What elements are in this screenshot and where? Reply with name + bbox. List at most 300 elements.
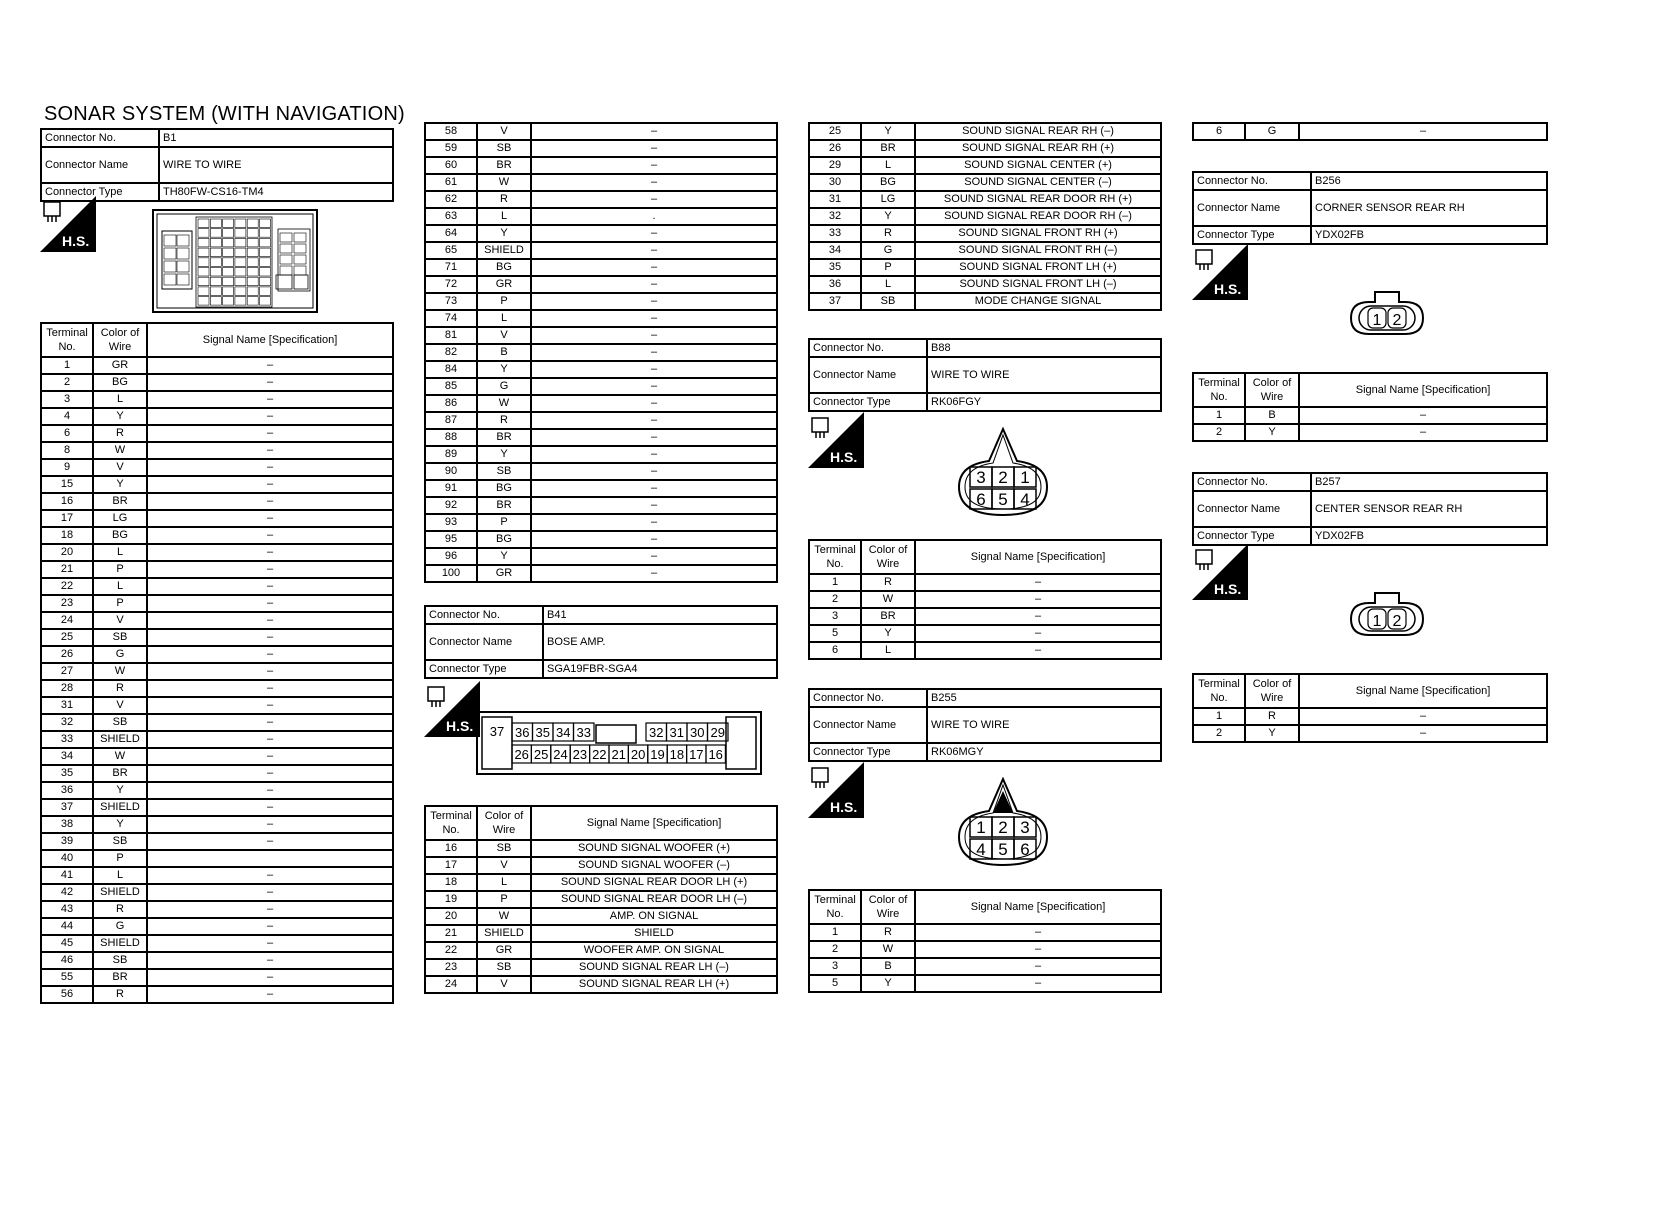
wire-color-cell: Y <box>477 446 531 463</box>
pin-label: 4 <box>1020 490 1030 509</box>
connector-no-value: B1 <box>159 129 393 147</box>
label-connector-name: Connector Name <box>1193 190 1311 226</box>
signal-name-cell: – <box>147 561 393 578</box>
table-row <box>809 242 1161 259</box>
table-row <box>41 493 393 510</box>
connector-no-value: B255 <box>927 689 1161 707</box>
connector-b255-terminal-table-continued <box>1192 122 1548 141</box>
terminal-no-cell: 88 <box>425 429 477 446</box>
hs-label: H.S. <box>62 233 90 249</box>
terminal-no-cell: 15 <box>41 476 93 493</box>
label-connector-no: Connector No. <box>1193 473 1311 491</box>
wire-color-cell: P <box>861 259 915 276</box>
signal-name-cell: – <box>915 642 1161 659</box>
wire-color-cell: W <box>861 941 915 958</box>
terminal-no-cell: 95 <box>425 531 477 548</box>
wire-color-cell: W <box>93 663 147 680</box>
table-row <box>809 123 1161 140</box>
signal-name-cell: – <box>147 425 393 442</box>
signal-name-cell: – <box>147 680 393 697</box>
terminal-no-cell: 24 <box>41 612 93 629</box>
signal-name-cell: – <box>531 565 777 582</box>
label-connector-name: Connector Name <box>41 147 159 183</box>
wire-color-cell: G <box>477 378 531 395</box>
signal-name-cell: – <box>531 157 777 174</box>
terminal-no-cell: 25 <box>809 123 861 140</box>
table-row <box>41 680 393 697</box>
wire-color-cell: W <box>861 591 915 608</box>
signal-name-cell: – <box>531 191 777 208</box>
table-row <box>41 646 393 663</box>
signal-name-cell: – <box>531 395 777 412</box>
terminal-no-cell: 46 <box>41 952 93 969</box>
table-row <box>425 840 777 857</box>
connector-type-value: YDX02FB <box>1311 527 1547 545</box>
pin-label: 2 <box>1392 312 1402 329</box>
table-row <box>425 191 777 208</box>
wire-color-cell: L <box>93 391 147 408</box>
terminal-no-cell: 18 <box>425 874 477 891</box>
header-terminal-no: Terminal No. <box>41 323 93 357</box>
terminal-no-cell: 73 <box>425 293 477 310</box>
signal-name-cell: MODE CHANGE SIGNAL <box>915 293 1161 310</box>
signal-name-cell: – <box>147 527 393 544</box>
signal-name-cell: – <box>147 867 393 884</box>
wire-color-cell: V <box>477 327 531 344</box>
connector-type-value: SGA19FBR-SGA4 <box>543 660 777 678</box>
wire-color-cell: P <box>93 561 147 578</box>
wire-color-cell: R <box>861 225 915 242</box>
table-row <box>809 625 1161 642</box>
table-row <box>41 782 393 799</box>
table-row <box>1193 708 1547 725</box>
signal-name-cell: – <box>147 476 393 493</box>
table-row <box>425 293 777 310</box>
wire-color-cell: W <box>93 442 147 459</box>
terminal-no-cell: 33 <box>809 225 861 242</box>
table-row <box>425 276 777 293</box>
connector-type-value: RK06MGY <box>927 743 1161 761</box>
terminal-no-cell: 35 <box>41 765 93 782</box>
terminal-no-cell: 89 <box>425 446 477 463</box>
connector-b88-face-diagram <box>953 427 1053 521</box>
terminal-no-cell: 32 <box>809 208 861 225</box>
signal-name-cell: SOUND SIGNAL REAR DOOR RH (–) <box>915 208 1161 225</box>
pin-label: 22 <box>592 747 607 762</box>
terminal-no-cell: 2 <box>1193 424 1245 441</box>
terminal-no-cell: 56 <box>41 986 93 1003</box>
hs-badge-icon <box>40 196 96 252</box>
connector-b41-terminal-table-continued <box>808 122 1162 311</box>
terminal-no-cell: 71 <box>425 259 477 276</box>
wire-color-cell: Y <box>1245 725 1299 742</box>
table-row <box>41 765 393 782</box>
table-row <box>425 874 777 891</box>
table-row <box>41 425 393 442</box>
table-row <box>809 225 1161 242</box>
pin-label: 6 <box>1020 840 1030 859</box>
connector-b255-terminal-table <box>808 889 1162 993</box>
wire-color-cell: BR <box>477 497 531 514</box>
wire-color-cell: SB <box>477 840 531 857</box>
pin-label: 24 <box>553 747 568 762</box>
terminal-no-cell: 24 <box>425 976 477 993</box>
hs-badge-icon <box>1192 244 1248 300</box>
wire-color-cell: R <box>477 191 531 208</box>
signal-name-cell: – <box>147 799 393 816</box>
wire-color-cell: SB <box>477 140 531 157</box>
terminal-no-cell: 93 <box>425 514 477 531</box>
terminal-no-cell: 6 <box>809 642 861 659</box>
signal-name-cell: – <box>531 378 777 395</box>
connector-no-value: B257 <box>1311 473 1547 491</box>
table-row <box>1193 407 1547 424</box>
wire-color-cell: R <box>93 986 147 1003</box>
wire-color-cell: SB <box>477 463 531 480</box>
terminal-no-cell: 96 <box>425 548 477 565</box>
signal-name-cell: – <box>531 310 777 327</box>
wire-color-cell: W <box>477 908 531 925</box>
signal-name-cell: – <box>147 612 393 629</box>
table-row <box>809 276 1161 293</box>
terminal-no-cell: 39 <box>41 833 93 850</box>
table-row <box>425 395 777 412</box>
wire-color-cell: V <box>477 976 531 993</box>
signal-name-cell: – <box>147 595 393 612</box>
connector-b41-terminal-table <box>424 805 778 994</box>
table-row <box>425 891 777 908</box>
wire-color-cell: SB <box>93 952 147 969</box>
pin-label: 21 <box>611 747 626 762</box>
table-row <box>425 140 777 157</box>
signal-name-cell: – <box>147 935 393 952</box>
hs-badge-icon <box>808 412 864 468</box>
pin-label: 3 <box>1020 818 1030 837</box>
terminal-no-cell: 26 <box>41 646 93 663</box>
table-row <box>41 867 393 884</box>
signal-name-cell: – <box>531 140 777 157</box>
terminal-no-cell: 4 <box>41 408 93 425</box>
terminal-no-cell: 43 <box>41 901 93 918</box>
table-row <box>425 925 777 942</box>
table-row <box>809 157 1161 174</box>
terminal-no-cell: 36 <box>41 782 93 799</box>
table-row <box>425 225 777 242</box>
table-row <box>1193 424 1547 441</box>
table-row <box>809 208 1161 225</box>
wire-color-cell: L <box>477 208 531 225</box>
terminal-no-cell: 100 <box>425 565 477 582</box>
table-row <box>425 514 777 531</box>
table-row <box>425 174 777 191</box>
table-row <box>809 591 1161 608</box>
signal-name-cell: – <box>531 361 777 378</box>
terminal-no-cell: 36 <box>809 276 861 293</box>
signal-name-cell: SOUND SIGNAL CENTER (+) <box>915 157 1161 174</box>
signal-name-cell: – <box>1299 424 1547 441</box>
wire-color-cell: Y <box>93 816 147 833</box>
table-row <box>425 378 777 395</box>
connector-b1-face-diagram <box>152 209 318 313</box>
table-row <box>41 544 393 561</box>
pin-label: 36 <box>515 725 530 740</box>
wire-color-cell: Y <box>477 225 531 242</box>
label-connector-type: Connector Type <box>1193 226 1311 244</box>
wire-color-cell: P <box>93 850 147 867</box>
wire-color-cell: Y <box>861 208 915 225</box>
signal-name-cell: – <box>915 574 1161 591</box>
terminal-no-cell: 6 <box>1193 123 1245 140</box>
table-row <box>809 293 1161 310</box>
table-row <box>425 446 777 463</box>
terminal-no-cell: 8 <box>41 442 93 459</box>
connector-name-value: WIRE TO WIRE <box>159 147 393 183</box>
table-row <box>41 833 393 850</box>
terminal-no-cell: 87 <box>425 412 477 429</box>
table-row <box>425 344 777 361</box>
table-row <box>41 442 393 459</box>
signal-name-cell: – <box>531 293 777 310</box>
pin-label: 2 <box>1392 613 1402 630</box>
signal-name-cell: – <box>147 391 393 408</box>
table-row <box>425 565 777 582</box>
terminal-no-cell: 28 <box>41 680 93 697</box>
wire-color-cell: P <box>93 595 147 612</box>
wire-color-cell: LG <box>861 191 915 208</box>
signal-name-cell: – <box>147 833 393 850</box>
signal-name-cell: SOUND SIGNAL WOOFER (+) <box>531 840 777 857</box>
table-row <box>41 527 393 544</box>
header-terminal-no: Terminal No. <box>809 890 861 924</box>
terminal-no-cell: 31 <box>809 191 861 208</box>
signal-name-cell: SOUND SIGNAL REAR DOOR LH (+) <box>531 874 777 891</box>
table-row <box>809 574 1161 591</box>
pin-label: 30 <box>690 725 705 740</box>
table-row <box>809 975 1161 992</box>
header-terminal-no: Terminal No. <box>1193 373 1245 407</box>
terminal-no-cell: 1 <box>809 924 861 941</box>
table-row <box>425 531 777 548</box>
header-signal-name: Signal Name [Specification] <box>531 806 777 840</box>
terminal-no-cell: 40 <box>41 850 93 867</box>
table-row <box>809 941 1161 958</box>
table-row <box>809 259 1161 276</box>
terminal-no-cell: 22 <box>425 942 477 959</box>
signal-name-cell: SOUND SIGNAL WOOFER (–) <box>531 857 777 874</box>
signal-name-cell: SOUND SIGNAL REAR DOOR LH (–) <box>531 891 777 908</box>
terminal-no-cell: 2 <box>809 591 861 608</box>
label-connector-name: Connector Name <box>809 707 927 743</box>
signal-name-cell: – <box>147 816 393 833</box>
wire-color-cell: L <box>93 867 147 884</box>
wire-color-cell: V <box>93 612 147 629</box>
table-row <box>425 548 777 565</box>
table-row <box>41 595 393 612</box>
terminal-no-cell: 63 <box>425 208 477 225</box>
signal-name-cell: WOOFER AMP. ON SIGNAL <box>531 942 777 959</box>
terminal-no-cell: 72 <box>425 276 477 293</box>
terminal-no-cell: 84 <box>425 361 477 378</box>
wire-color-cell: SB <box>477 959 531 976</box>
signal-name-cell: – <box>147 357 393 374</box>
signal-name-cell: – <box>531 531 777 548</box>
terminal-no-cell: 27 <box>41 663 93 680</box>
signal-name-cell: – <box>147 901 393 918</box>
wire-color-cell: P <box>477 293 531 310</box>
header-color-of-wire: Color of Wire <box>861 890 915 924</box>
signal-name-cell: – <box>531 123 777 140</box>
terminal-no-cell: 65 <box>425 242 477 259</box>
label-connector-no: Connector No. <box>1193 172 1311 190</box>
connector-b255-info <box>808 688 1162 762</box>
terminal-no-cell: 9 <box>41 459 93 476</box>
table-row <box>41 986 393 1003</box>
terminal-no-cell: 23 <box>425 959 477 976</box>
signal-name-cell: – <box>147 493 393 510</box>
table-row <box>41 408 393 425</box>
wire-color-cell: SHIELD <box>93 799 147 816</box>
terminal-no-cell: 64 <box>425 225 477 242</box>
wire-color-cell: BG <box>477 480 531 497</box>
table-row <box>41 884 393 901</box>
signal-name-cell: – <box>147 459 393 476</box>
table-row <box>1193 725 1547 742</box>
signal-name-cell: SOUND SIGNAL REAR LH (–) <box>531 959 777 976</box>
wire-color-cell: L <box>861 276 915 293</box>
table-row <box>1193 123 1547 140</box>
terminal-no-cell: 32 <box>41 714 93 731</box>
signal-name-cell: AMP. ON SIGNAL <box>531 908 777 925</box>
wire-color-cell: W <box>477 395 531 412</box>
table-row <box>41 731 393 748</box>
terminal-no-cell: 19 <box>425 891 477 908</box>
wire-color-cell: SB <box>861 293 915 310</box>
signal-name-cell: SOUND SIGNAL REAR RH (–) <box>915 123 1161 140</box>
signal-name-cell <box>147 850 393 867</box>
header-color-of-wire: Color of Wire <box>861 540 915 574</box>
signal-name-cell: SOUND SIGNAL REAR DOOR RH (+) <box>915 191 1161 208</box>
terminal-no-cell: 59 <box>425 140 477 157</box>
wire-color-cell: R <box>861 924 915 941</box>
signal-name-cell: – <box>531 225 777 242</box>
terminal-no-cell: 17 <box>425 857 477 874</box>
pin-label: 32 <box>649 725 664 740</box>
label-connector-type: Connector Type <box>1193 527 1311 545</box>
terminal-no-cell: 1 <box>1193 407 1245 424</box>
connector-name-value: CENTER SENSOR REAR RH <box>1311 491 1547 527</box>
label-connector-type: Connector Type <box>809 743 927 761</box>
hs-badge-icon <box>808 762 864 818</box>
table-row <box>809 174 1161 191</box>
wire-color-cell: SHIELD <box>93 731 147 748</box>
header-signal-name: Signal Name [Specification] <box>147 323 393 357</box>
label-connector-type: Connector Type <box>425 660 543 678</box>
pin-label: 2 <box>998 818 1008 837</box>
signal-name-cell: SHIELD <box>531 925 777 942</box>
wire-color-cell: BR <box>861 608 915 625</box>
wire-color-cell: P <box>477 514 531 531</box>
signal-name-cell: – <box>147 748 393 765</box>
connector-name-value: WIRE TO WIRE <box>927 357 1161 393</box>
table-row <box>425 480 777 497</box>
signal-name-cell: – <box>531 497 777 514</box>
signal-name-cell: – <box>1299 407 1547 424</box>
terminal-no-cell: 20 <box>425 908 477 925</box>
pin-label: 23 <box>572 747 588 762</box>
terminal-no-cell: 21 <box>425 925 477 942</box>
wire-color-cell: R <box>93 901 147 918</box>
signal-name-cell: SOUND SIGNAL FRONT RH (+) <box>915 225 1161 242</box>
terminal-no-cell: 2 <box>1193 725 1245 742</box>
terminal-no-cell: 3 <box>809 958 861 975</box>
connector-no-value: B256 <box>1311 172 1547 190</box>
pin-label: 17 <box>689 747 704 762</box>
table-row <box>41 578 393 595</box>
table-row <box>425 259 777 276</box>
label-connector-name: Connector Name <box>809 357 927 393</box>
header-signal-name: Signal Name [Specification] <box>1299 674 1547 708</box>
wire-color-cell: G <box>93 918 147 935</box>
signal-name-cell: SOUND SIGNAL CENTER (–) <box>915 174 1161 191</box>
terminal-no-cell: 35 <box>809 259 861 276</box>
label-connector-type: Connector Type <box>809 393 927 411</box>
connector-b257-terminal-table <box>1192 673 1548 743</box>
signal-name-cell: – <box>147 629 393 646</box>
header-terminal-no: Terminal No. <box>425 806 477 840</box>
wire-color-cell: SB <box>93 714 147 731</box>
wire-color-cell: Y <box>1245 424 1299 441</box>
signal-name-cell: – <box>147 986 393 1003</box>
wire-color-cell: BR <box>477 157 531 174</box>
terminal-no-cell: 18 <box>41 527 93 544</box>
pin-label: 19 <box>650 747 665 762</box>
hs-label: H.S. <box>446 718 474 734</box>
wire-color-cell: W <box>93 748 147 765</box>
wire-color-cell: V <box>93 697 147 714</box>
terminal-no-cell: 42 <box>41 884 93 901</box>
terminal-no-cell: 23 <box>41 595 93 612</box>
signal-name-cell: – <box>531 429 777 446</box>
label-connector-type: Connector Type <box>41 183 159 201</box>
terminal-no-cell: 90 <box>425 463 477 480</box>
hs-badge-icon <box>1192 544 1248 600</box>
table-row <box>425 157 777 174</box>
wire-color-cell: BR <box>93 493 147 510</box>
hs-label: H.S. <box>1214 581 1242 597</box>
terminal-no-cell: 1 <box>809 574 861 591</box>
terminal-no-cell: 41 <box>41 867 93 884</box>
table-row <box>41 476 393 493</box>
signal-name-cell: SOUND SIGNAL REAR LH (+) <box>531 976 777 993</box>
wire-color-cell: SB <box>93 629 147 646</box>
header-color-of-wire: Color of Wire <box>1245 674 1299 708</box>
table-row <box>425 327 777 344</box>
header-signal-name: Signal Name [Specification] <box>915 540 1161 574</box>
table-row <box>425 976 777 993</box>
table-row <box>425 310 777 327</box>
terminal-no-cell: 31 <box>41 697 93 714</box>
signal-name-cell: – <box>915 625 1161 642</box>
label-connector-name: Connector Name <box>1193 491 1311 527</box>
signal-name-cell: – <box>531 174 777 191</box>
table-row <box>425 361 777 378</box>
terminal-no-cell: 81 <box>425 327 477 344</box>
terminal-no-cell: 29 <box>809 157 861 174</box>
table-row <box>425 412 777 429</box>
pin-label: 16 <box>708 747 723 762</box>
signal-name-cell: – <box>147 646 393 663</box>
table-row <box>425 857 777 874</box>
